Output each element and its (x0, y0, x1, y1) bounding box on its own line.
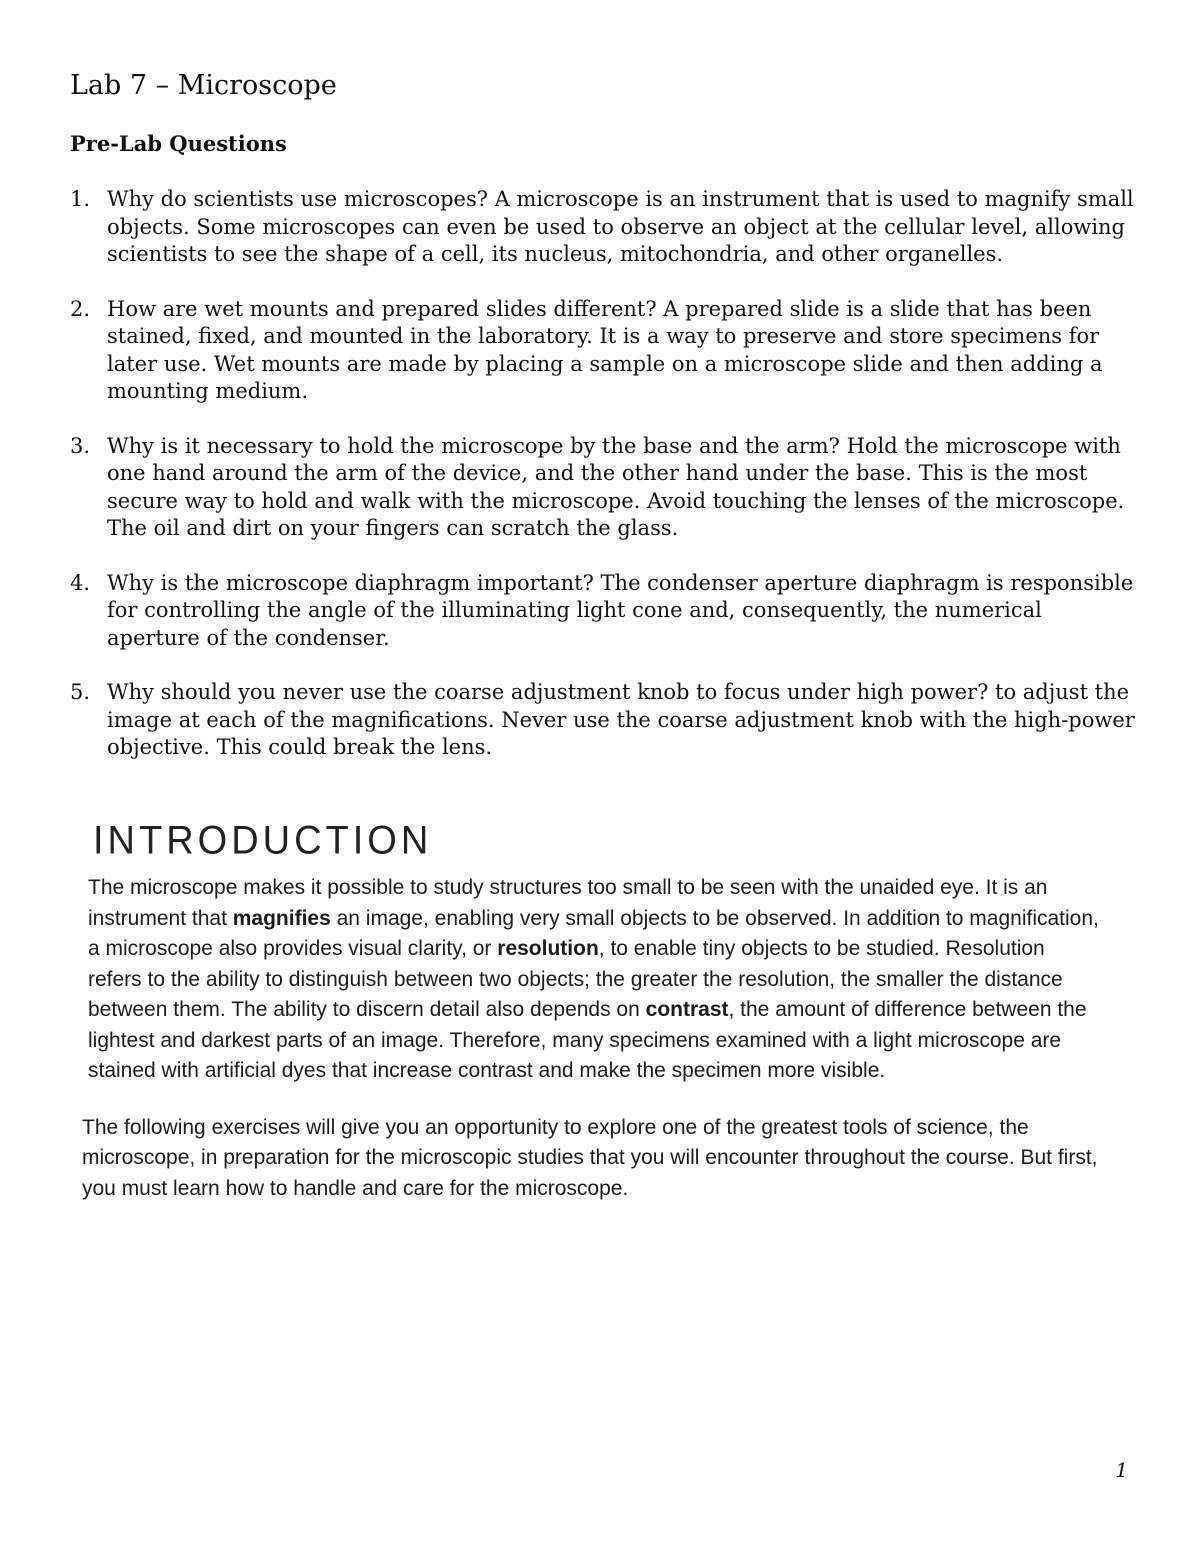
question-text: How are wet mounts and prepared slides different? A prepared slide is a slide that has been stained, fixed, and mounted in the laboratory. It is a way to preserve and store specimens for later use. Wet mounts are made by placing a sample on a microscope slide and then adding a mounting medium. (107, 296, 1103, 403)
question-number: 2. (70, 296, 91, 321)
question-item (70, 186, 1140, 269)
question-number: 4. (70, 570, 91, 595)
question-number: 5. (70, 680, 91, 704)
question-text: Why should you never use the coarse adjustment knob to focus under high power? to adjust the image at each of the magnifications. Never use the coarse adjustment knob with the high-power objective. This could break the lens. (107, 680, 1135, 759)
page-number: 1 (1115, 1458, 1128, 1482)
question-text: Why is it necessary to hold the microscope by the base and the arm? Hold the microscope with one hand around the arm of the device, and the other hand under the base. This is the most secure way to hold and walk with the microscope. Avoid touching the lenses of the microscope. The oil and dirt on your fingers can scratch the glass. (107, 433, 1125, 540)
term-resolution: resolution (497, 937, 599, 960)
document-title: Lab 7 – Microscope (70, 70, 337, 101)
introduction-paragraph-1 (88, 873, 1103, 1087)
introduction-paragraph-2: The following exercises will give you an opportunity to explore one of the greatest tools of science, the microscope, in preparation for the microscopic studies that you will encounter throughout the course. But first, you must learn how to handle and care for the microscope. (82, 1115, 1098, 1200)
intro-text: an image, enabling very small objects to be observed. In addition to magnification, a microscope also provides visual clarity, or (88, 906, 1099, 960)
question-text: Why do scientists use microscopes? A microscope is an instrument that is used to magnify small objects. Some microscopes can even be used to observe an object at the cellular level, allowing scientists to see the shape of a cell, its nucleus, mitochondria, and other organelles. (107, 187, 1134, 266)
question-text: Why is the microscope diaphragm important? The condenser aperture diaphragm is responsible for controlling the angle of the illuminating light cone and, consequently, the numerical aperture of the condenser. (107, 570, 1134, 650)
intro-text: , to enable tiny objects to be studied. Resolution refers to the ability to distinguish between two objects; the greater the resolution, the smaller the distance between them. The ability to discern detail also depends on (88, 937, 1063, 1021)
introduction-section (78, 820, 1118, 1204)
introduction-heading: INTRODUCTION (93, 818, 433, 864)
question-item (70, 570, 1140, 653)
term-magnifies: magnifies (232, 906, 331, 930)
question-number: 1. (70, 187, 91, 211)
question-item (70, 296, 1140, 406)
question-item (70, 679, 1140, 762)
intro-text: , the amount of difference between the lightest and darkest parts of an image. Therefore, many specimens examined with a light microscope are stained with artificial dyes that increase contrast and make the specimen more visible. (88, 998, 1087, 1082)
section-subtitle: Pre-Lab Questions (70, 131, 287, 156)
question-number: 3. (70, 433, 91, 458)
question-item (70, 433, 1140, 543)
term-contrast: contrast (645, 998, 729, 1021)
intro-text: The microscope makes it possible to study structures too small to be seen with the unaided eye. It is an instrument that (88, 876, 1048, 930)
question-list (70, 186, 1140, 789)
